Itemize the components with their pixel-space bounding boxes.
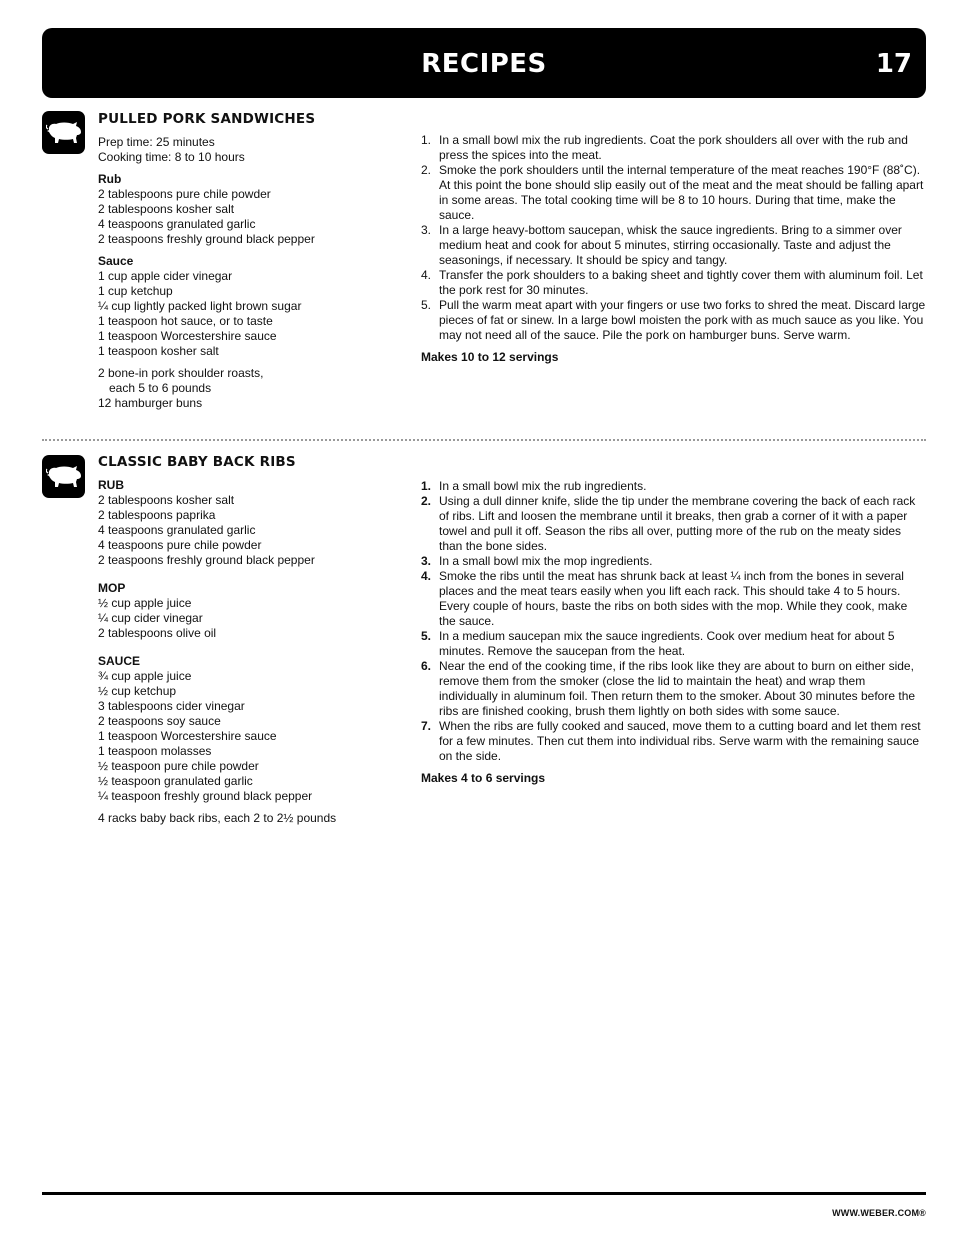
rub-heading: RUB bbox=[98, 478, 124, 492]
step-item: 3. In a large heavy-bottom saucepan, whisk the sauce ingredients. Bring to a simmer over medium heat and cook for about 5 minutes, stirring occasionally. Taste and adjust the seasonings, if necessary. It should be spicy and tangy. bbox=[421, 223, 902, 267]
ingredient: ¼ teaspoon freshly ground black pepper bbox=[98, 789, 313, 803]
recipe-title-baby-back-ribs: CLASSIC BABY BACK RIBS bbox=[98, 454, 296, 470]
ingredient: 1 cup apple cider vinegar bbox=[98, 269, 233, 283]
section-divider bbox=[42, 439, 926, 441]
pig-icon bbox=[42, 111, 85, 154]
footer-rule bbox=[42, 1192, 926, 1195]
ingredients-baby-back-ribs bbox=[98, 478, 398, 826]
ingredient: 2 tablespoons paprika bbox=[98, 508, 216, 522]
ingredient: each 5 to 6 pounds bbox=[109, 381, 212, 395]
step-item: 3. In a small bowl mix the mop ingredients. bbox=[421, 554, 653, 568]
step-item: 7. When the ribs are fully cooked and sauced, move them to a cutting board and let them rest for a few minutes. Then cut them into individual ribs. Serve warm with the remaining sauce on the side. bbox=[421, 719, 921, 763]
ingredient: 12 hamburger buns bbox=[98, 396, 203, 410]
ingredients-pulled-pork bbox=[98, 135, 398, 411]
step-item: 6. Near the end of the cooking time, if the ribs look like they are about to burn on either side, remove them from the smoker (close the lid to maintain the heat) and wrap them individually in aluminum foil. Then return them to the smoker. About 30 minutes before the ribs are finished cooking, brush them lightly on both sides with some sauce. bbox=[421, 659, 916, 718]
ingredient: ¼ cup cider vinegar bbox=[98, 611, 203, 625]
ingredient: 1 teaspoon hot sauce, or to taste bbox=[98, 314, 273, 328]
page-title: RECIPES bbox=[421, 49, 547, 79]
step-item: 5. In a medium saucepan mix the sauce ingredients. Cook over medium heat for about 5 minutes. Remove the saucepan from the heat. bbox=[421, 629, 895, 658]
sauce-heading: SAUCE bbox=[98, 654, 141, 668]
footer-url: WWW.WEBER.COM® bbox=[832, 1208, 926, 1218]
ingredient: 1 cup ketchup bbox=[98, 284, 173, 298]
ingredient: 2 teaspoons freshly ground black pepper bbox=[98, 553, 315, 567]
step-item: 2. Using a dull dinner knife, slide the tip under the membrane covering the back of each rack of ribs. Lift and loosen the membrane until it breaks, then grab a corner of it with a paper towel and pull it off. Season the ribs all over, putting more of the rub on the meaty sides than the bone sides. bbox=[421, 494, 916, 553]
ingredient: 2 tablespoons pure chile powder bbox=[98, 187, 271, 201]
step-item: 5. Pull the warm meat apart with your fingers or use two forks to shred the meat. Discard large pieces of fat or sinew. In a large bowl moisten the pork with as much sauce as you like. You may not need all of the sauce. Pile the pork on hamburger buns. Serve warm. bbox=[421, 298, 926, 342]
ingredient: 2 teaspoons soy sauce bbox=[98, 714, 221, 728]
step-item: 4. Smoke the ribs until the meat has shrunk back at least ¼ inch from the bones in several places and the meat tears easily when you lift each rack. This should take 4 to 5 hours. Every couple of hours, baste the ribs on both sides with the mop. While they cook, make the sauce. bbox=[421, 569, 908, 628]
ingredient: ¼ cup lightly packed light brown sugar bbox=[98, 299, 302, 313]
servings: Makes 10 to 12 servings bbox=[421, 350, 559, 364]
ingredient: 3 tablespoons cider vinegar bbox=[98, 699, 245, 713]
steps-pulled-pork bbox=[421, 133, 926, 365]
servings: Makes 4 to 6 servings bbox=[421, 771, 546, 785]
ingredient: ½ cup apple juice bbox=[98, 596, 192, 610]
step-item: 2. Smoke the pork shoulders until the internal temperature of the meat reaches 190°F (88˚C). At this point the bone should slip easily out of the meat and the meat should be falling apart in some areas. The total cooking time will be 8 to 10 hours. During that time, make the sauce. bbox=[421, 163, 924, 222]
step-item: 1. In a small bowl mix the rub ingredients. bbox=[421, 479, 647, 493]
page-header bbox=[42, 28, 926, 98]
ingredient: 4 teaspoons granulated garlic bbox=[98, 523, 256, 537]
ingredient: 2 bone-in pork shoulder roasts, bbox=[98, 366, 264, 380]
page-number: 17 bbox=[875, 49, 912, 79]
mop-heading: MOP bbox=[98, 581, 126, 595]
ingredient: ½ teaspoon granulated garlic bbox=[98, 774, 253, 788]
ingredient: 4 teaspoons pure chile powder bbox=[98, 538, 262, 552]
step-item: 1. In a small bowl mix the rub ingredients. Coat the pork shoulders all over with the rub and press the spices into the meat. bbox=[421, 133, 908, 162]
ingredient: ½ cup ketchup bbox=[98, 684, 177, 698]
ingredient: 4 teaspoons granulated garlic bbox=[98, 217, 256, 231]
recipe-title-pulled-pork: PULLED PORK SANDWICHES bbox=[98, 111, 316, 127]
ingredient: 2 tablespoons olive oil bbox=[98, 626, 217, 640]
ingredient: 1 teaspoon kosher salt bbox=[98, 344, 219, 358]
ingredient: ¾ cup apple juice bbox=[98, 669, 192, 683]
rub-heading: Rub bbox=[98, 172, 122, 186]
ingredient: ½ teaspoon pure chile powder bbox=[98, 759, 259, 773]
step-item: 4. Transfer the pork shoulders to a baking sheet and tightly cover them with aluminum foil. Let the pork rest for 30 minutes. bbox=[421, 268, 923, 297]
sauce-heading: Sauce bbox=[98, 254, 134, 268]
ingredient: 4 racks baby back ribs, each 2 to 2½ pounds bbox=[98, 811, 337, 825]
ingredient: 2 teaspoons freshly ground black pepper bbox=[98, 232, 315, 246]
ingredient: 1 teaspoon Worcestershire sauce bbox=[98, 729, 277, 743]
ingredient: 2 tablespoons kosher salt bbox=[98, 493, 235, 507]
steps-baby-back-ribs bbox=[421, 479, 926, 786]
ingredient: 1 teaspoon molasses bbox=[98, 744, 212, 758]
prep-time: Prep time: 25 minutes bbox=[98, 135, 215, 149]
ingredient: 2 tablespoons kosher salt bbox=[98, 202, 235, 216]
cooking-time: Cooking time: 8 to 10 hours bbox=[98, 150, 245, 164]
ingredient: 1 teaspoon Worcestershire sauce bbox=[98, 329, 277, 343]
pig-icon bbox=[42, 455, 85, 498]
